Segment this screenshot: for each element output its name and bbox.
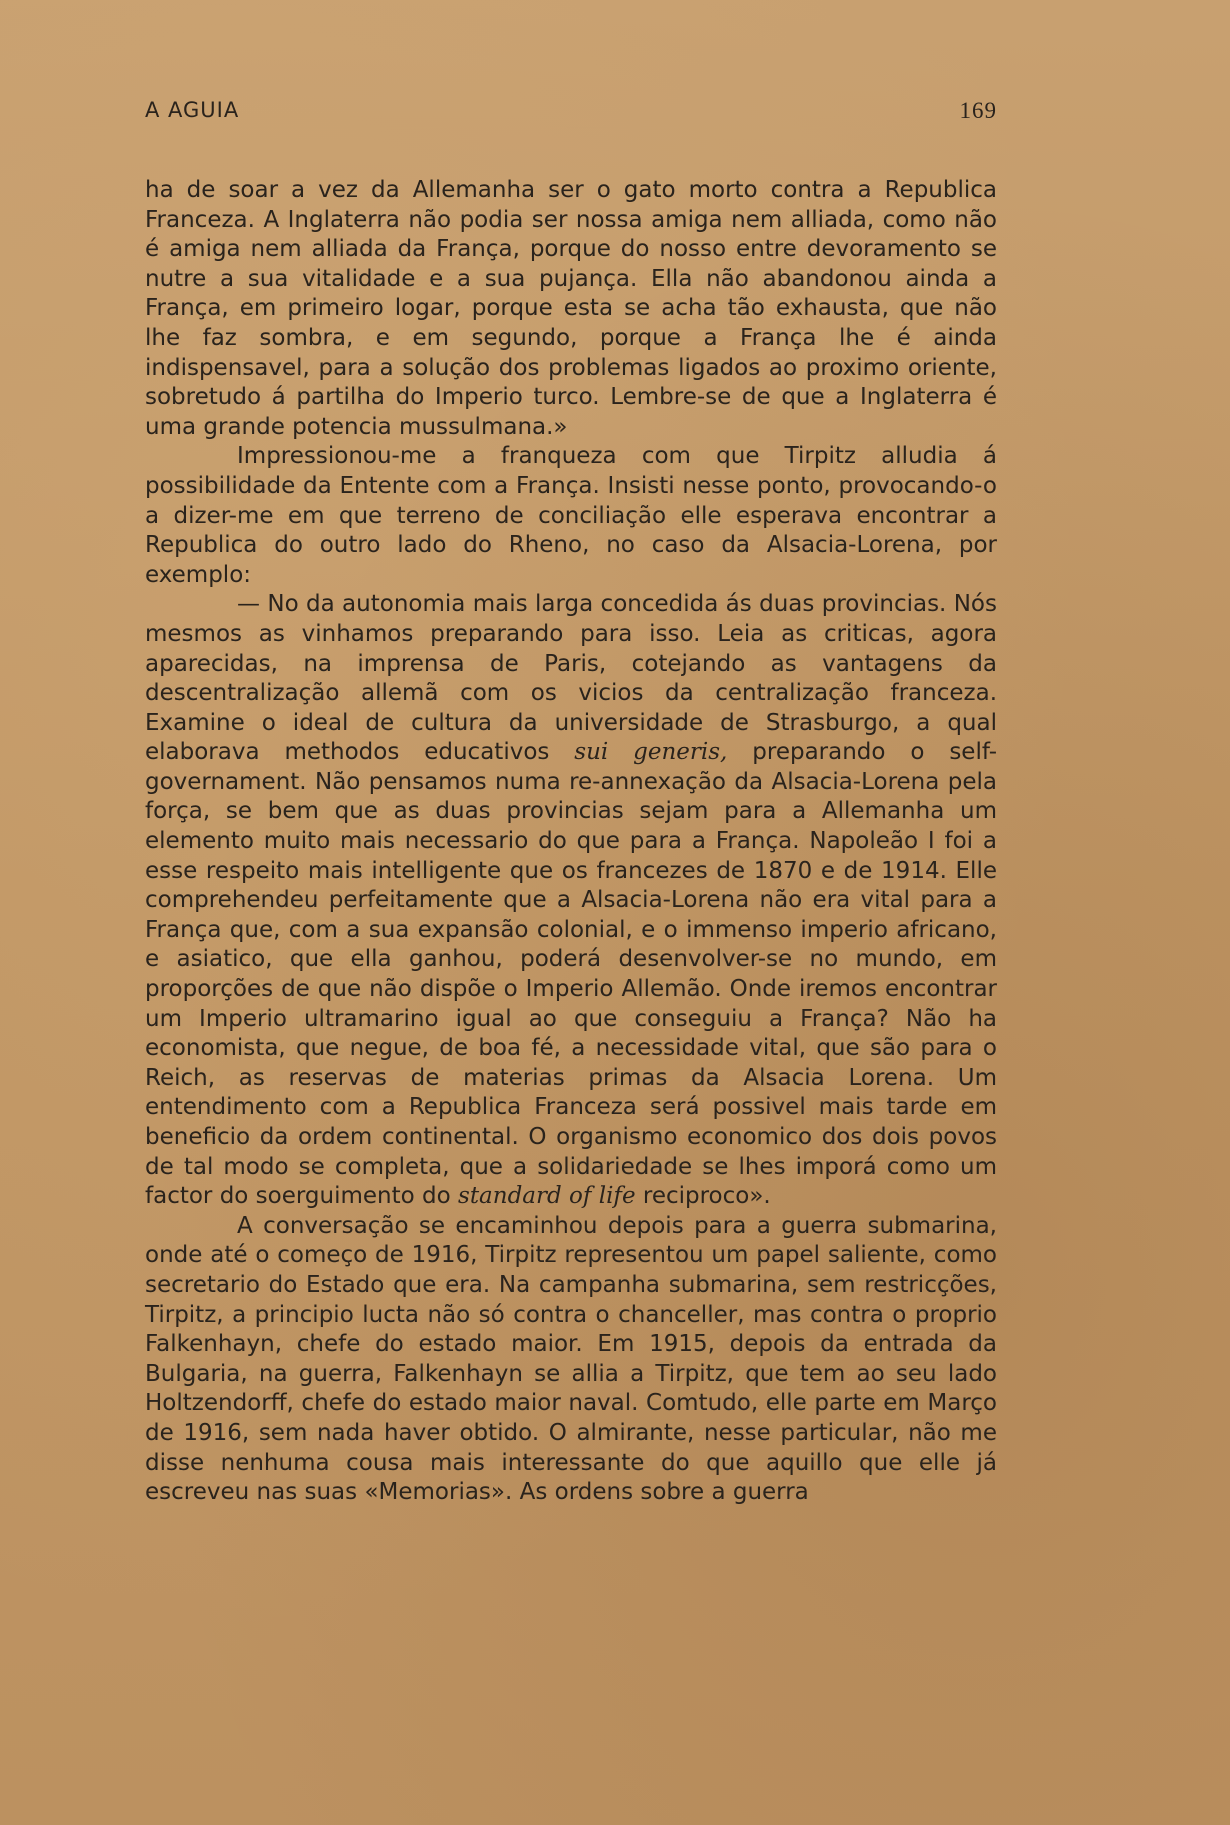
italic-phrase-sui-generis: sui generis, xyxy=(574,739,728,766)
paragraph-question: Impressionou-me a franqueza com que Tirpitz alludia á possibilidade da Entente com a França. Insisti nesse ponto, provocando-o a dizer-me em que terreno de conciliação elle esperava encontrar a Republica do outro lado do Rheno, no caso da Alsacia-Lorena, por exemplo: xyxy=(145,443,997,588)
reply-text-part-1: — No da autonomia mais larga concedida ás duas provincias. Nós mesmos as vinhamos preparando para isso. Leia as criticas, agora aparecidas, na imprensa de Paris, cotejando as vantagens da descentralização allemã com os vicios da centralização franceza. Examine o ideal de cultura da universidade de Strasburgo, a qual elaborava methodos educativos xyxy=(145,591,997,766)
running-header xyxy=(145,92,997,132)
paragraph-tirpitz-reply xyxy=(145,590,997,1211)
page-number: 169 xyxy=(959,98,997,123)
paragraph-continuation: ha de soar a vez da Allemanha ser o gato morto contra a Republica Franceza. A Inglaterra não podia ser nossa amiga nem alliada, como não é amiga nem alliada da França, porque do nosso entre devoramento se nutre a sua vitalidade e a sua pujança. Ella não abandonou ainda a França, em primeiro logar, porque esta se acha tão exhausta, que não lhe faz sombra, e em segundo, porque a França lhe é ainda indispensavel, para a solução dos problemas ligados ao proximo oriente, sobretudo á partilha do Imperio turco. Lembre-se de que a Inglaterra é uma grande potencia mussulmana.» xyxy=(145,177,997,440)
book-page xyxy=(145,92,997,1792)
reply-text-part-2: preparando o self-governament. Não pensamos numa re-annexação da Alsacia-Lorena pela força, se bem que as duas provincias sejam para a Allemanha um elemento muito mais necessario do que para a França. Napoleão I foi a esse respeito mais intelligente que os francezes de 1870 e de 1914. Elle comprehendeu perfeitamente que a Alsacia-Lorena não era vital para a França que, com a sua expansão colonial, e o immenso imperio africano, e asiatico, que ella ganhou, poderá desenvolver-se no mundo, em proporções de que não dispõe o Imperio Allemão. Onde iremos encontrar um Imperio ultramarino igual ao que conseguiu a França? Não ha economista, que negue, de boa fé, a necessidade vital, que são para o Reich, as reservas de materias primas da Alsacia Lorena. Um entendimento com a Republica Franceza será possivel mais tarde em beneficio da ordem continental. O organismo economico dos dois povos de tal modo se completa, que a solidariedade se lhes imporá como um factor do soerguimento do xyxy=(145,739,997,1210)
paragraph-submarine-war: A conversação se encaminhou depois para a guerra submarina, onde até o começo de 1916, Tirpitz representou um papel saliente, como secretario do Estado que era. Na campanha submarina, sem restricções, Tirpitz, a principio lucta não só contra o chanceller, mas contra o proprio Falkenhayn, chefe do estado maior. Em 1915, depois da entrada da Bulgaria, na guerra, Falkenhayn se allia a Tirpitz, que tem ao seu lado Holtzendorff, chefe do estado maior naval. Comtudo, elle parte em Março de 1916, sem nada haver obtido. O almirante, nesse particular, não me disse nenhuma cousa mais interessante do que aquillo que elle já escreveu nas suas «Memorias». As ordens sobre a guerra xyxy=(145,1212,997,1506)
italic-phrase-standard-of-life: standard of life xyxy=(458,1183,636,1210)
article-body xyxy=(145,176,997,1508)
reply-text-part-3: reciproco». xyxy=(635,1183,771,1210)
journal-title: A AGUIA xyxy=(145,98,240,122)
